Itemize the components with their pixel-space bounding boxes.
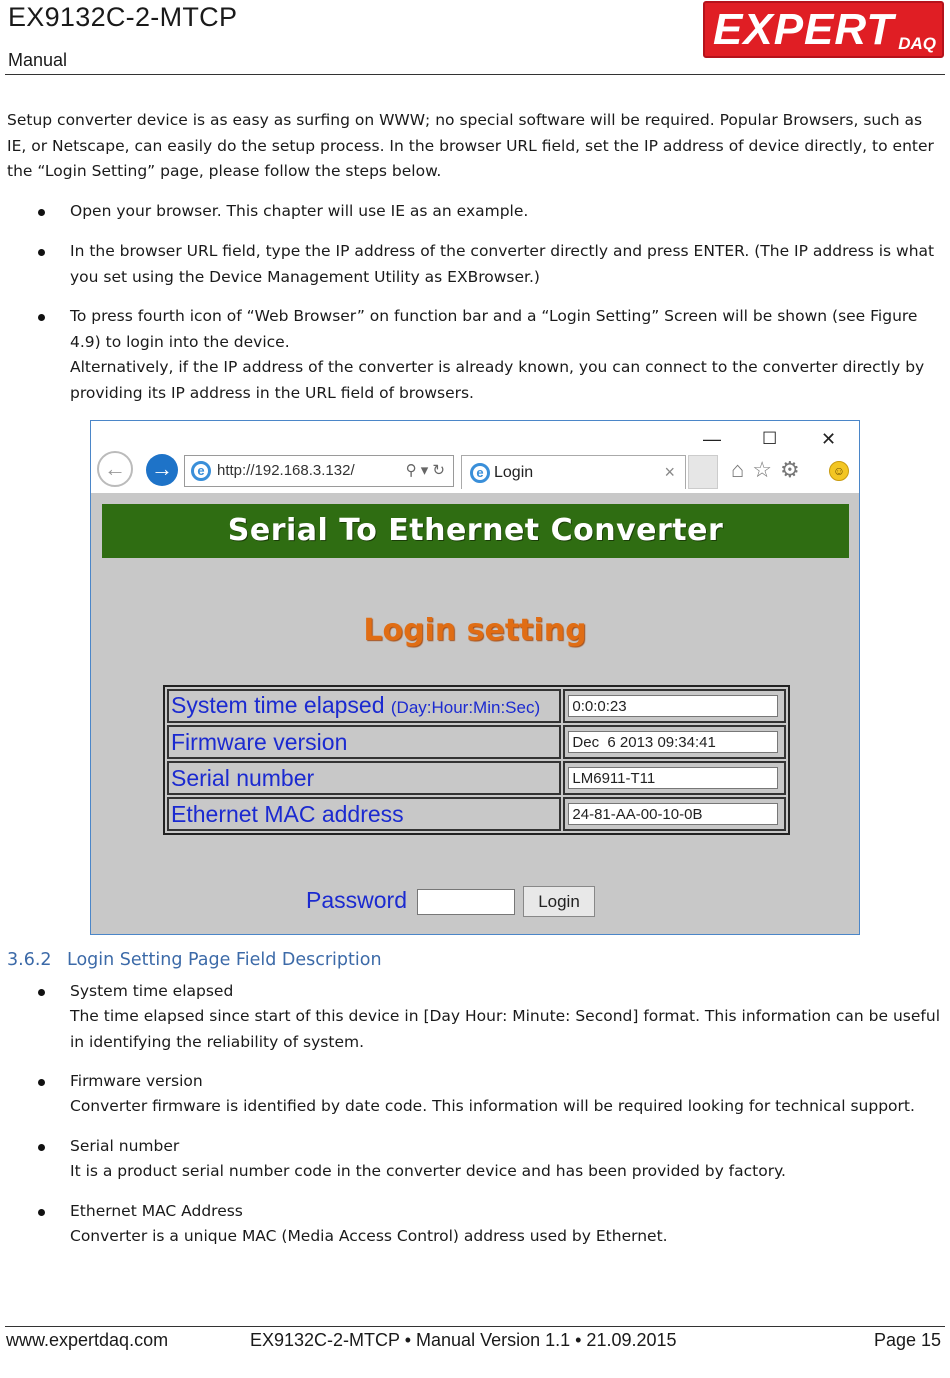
header-divider: [5, 74, 945, 75]
footer-page: Page 15: [874, 1330, 942, 1350]
maximize-icon[interactable]: ☐: [762, 429, 778, 448]
browser-tab[interactable]: [461, 455, 686, 489]
step-note: Alternatively, if the IP address of the converter is already known, you can connect to the converter directly by providing its IP address in the URL field of browsers.: [70, 358, 925, 402]
tab-title: Login: [494, 464, 534, 481]
table-row: [167, 725, 786, 759]
table-row: [167, 797, 786, 831]
smiley-icon[interactable]: ☺: [829, 461, 849, 481]
document-subtitle: Manual: [8, 50, 68, 70]
new-tab-button[interactable]: [688, 455, 718, 489]
table-row: [167, 761, 786, 795]
value-box: Dec 6 2013 09:34:41: [568, 731, 778, 753]
footer-website: www.expertdaq.com: [6, 1330, 169, 1350]
bullet-icon: [38, 240, 48, 265]
field-desc: Converter firmware is identified by date code. This information will be required looking for technical support.: [70, 1097, 915, 1115]
home-star-gear-icon[interactable]: ⌂☆⚙: [731, 457, 808, 482]
url-field[interactable]: [184, 455, 454, 487]
section-title: Login Setting Page Field Description: [67, 950, 382, 970]
label-text: System time elapsed: [171, 691, 385, 718]
row-label: [167, 689, 561, 723]
bullet-icon: [38, 200, 48, 225]
password-input[interactable]: [417, 889, 515, 915]
table-row: [167, 689, 786, 723]
footer-version: EX9132C-2-MTCP • Manual Version 1.1 • 21.09.2015: [250, 1330, 677, 1350]
document-title: EX9132C-2-MTCP: [8, 2, 238, 32]
field-desc: It is a product serial number code in the converter device and has been provided by factory.: [70, 1162, 786, 1180]
bullet-icon: [38, 980, 48, 1005]
field-name: Firmware version: [70, 1072, 203, 1090]
logo-text: EXPERT: [713, 5, 895, 54]
field-desc: Converter is a unique MAC (Media Access Control) address used by Ethernet.: [70, 1227, 668, 1245]
login-setting-title: Login setting: [363, 613, 587, 648]
label-text: Serial number: [171, 765, 315, 791]
device-info-table: [163, 685, 790, 835]
label-unit: (Day:Hour:Min:Sec): [390, 697, 541, 717]
password-label: Password: [306, 887, 407, 913]
row-label: [167, 797, 561, 831]
value-box: 24-81-AA-00-10-0B: [568, 803, 778, 825]
back-arrow-icon[interactable]: ←: [97, 451, 133, 487]
browser-screenshot: [90, 420, 860, 935]
row-label: [167, 761, 561, 795]
field-name: Ethernet MAC Address: [70, 1202, 243, 1220]
row-value: [563, 689, 786, 723]
bullet-icon: [38, 1135, 48, 1160]
page-banner: Serial To Ethernet Converter: [102, 504, 849, 558]
bullet-icon: [38, 305, 48, 330]
section-number: 3.6.2: [7, 950, 52, 970]
login-button[interactable]: Login: [523, 886, 595, 917]
row-label: [167, 725, 561, 759]
label-text: Ethernet MAC address: [171, 801, 404, 827]
bullet-icon: [38, 1070, 48, 1095]
url-text: http://192.168.3.132/: [217, 462, 355, 479]
step-item: Open your browser. This chapter will use IE as an example.: [70, 202, 529, 220]
minimize-icon[interactable]: —: [703, 429, 721, 449]
ie-icon: e: [470, 463, 490, 483]
section-heading: [7, 950, 382, 970]
step-item: In the browser URL field, type the IP address of the converter directly and press ENTER. (The IP address is what you set using the Device Management Utility as EXBrowser.): [70, 242, 935, 286]
tab-close-icon[interactable]: ×: [664, 462, 675, 482]
search-refresh-icon[interactable]: ⚲ ▾ ↻: [405, 462, 445, 479]
bullet-icon: [38, 1200, 48, 1225]
field-name: Serial number: [70, 1137, 180, 1155]
value-box: 0:0:0:23: [568, 695, 778, 717]
row-value: [563, 761, 786, 795]
ie-icon: e: [191, 461, 211, 481]
field-desc: The time elapsed since start of this device in [Day Hour: Minute: Second] format. This information can be useful in identifying the reliability of system.: [70, 1007, 940, 1051]
row-value: [563, 797, 786, 831]
label-text: Firmware version: [171, 729, 348, 755]
logo-sub: DAQ: [898, 34, 936, 53]
browser-chrome: [91, 421, 859, 493]
field-name: System time elapsed: [70, 982, 234, 1000]
value-box: LM6911-T11: [568, 767, 778, 789]
footer-divider: [5, 1326, 945, 1327]
forward-arrow-icon[interactable]: →: [146, 454, 178, 486]
intro-paragraph: Setup converter device is as easy as surfing on WWW; no special software will be required. Popular Browsers, such as IE, or Netscape, can easily do the setup process. In the browser URL field, set the IP address of device directly, to enter the “Login Setting” page, please follow the steps below.: [7, 111, 934, 180]
row-value: [563, 725, 786, 759]
close-icon[interactable]: ✕: [821, 429, 837, 449]
expertdaq-logo: [703, 1, 944, 58]
step-item: To press fourth icon of “Web Browser” on function bar and a “Login Setting” Screen will be shown (see Figure 4.9) to login into the device.: [70, 307, 918, 351]
